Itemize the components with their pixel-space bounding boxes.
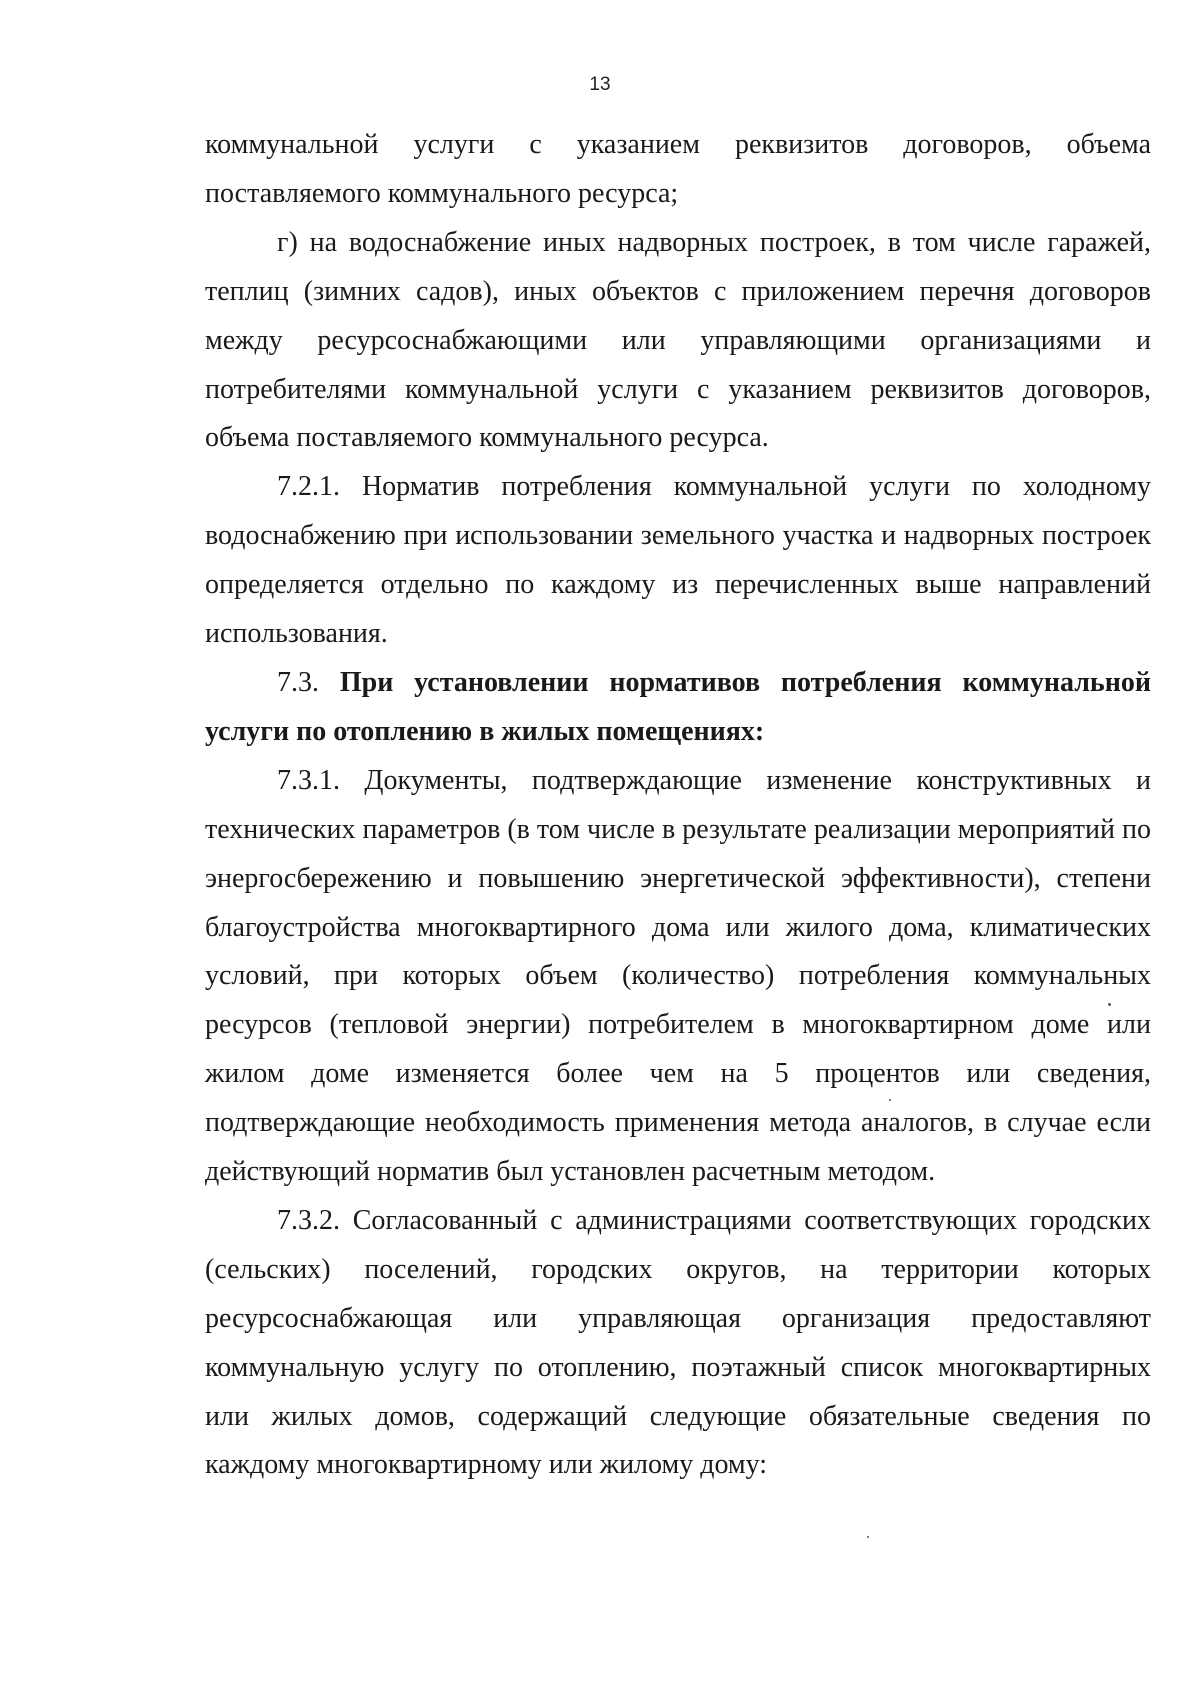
paragraph-continuation: коммунальной услуги с указанием реквизитов договоров, объема поставляемого коммунального ресурса; — [205, 129, 1151, 209]
paragraph-item-g: г) на водоснабжение иных надворных построек, в том числе гаражей, теплиц (зимних садов), иных объектов с приложением перечня договоров между ресурсоснабжающими или управляющими организациями и потребителями коммунальной услуги с указанием реквизитов договоров, объема поставляемого коммунального ресурса. — [205, 226, 1151, 454]
paragraph-7-2-1: 7.2.1. Норматив потребления коммунальной услуги по холодному водоснабжению при использовании земельного участка и надворных построек определяется отдельно по каждому из перечисленных выше направлений использования. — [205, 471, 1151, 650]
scan-speck — [889, 1099, 891, 1101]
page-number: 13 — [589, 74, 611, 95]
section-number: 7.3. — [277, 666, 319, 698]
paragraph-7-3-2: 7.3.2. Согласованный с администрациями соответствующих городских (сельских) поселений, городских округов, на территории которых ресурсоснабжающая или управляющая организация предоставляют коммунальную услугу по отоплению, поэтажный список многоквартирных или жилых домов, содержащий следующие обязательные сведения по каждому многоквартирному или жилому дому: — [205, 1204, 1151, 1481]
paragraph-7-3-1: 7.3.1. Документы, подтверждающие изменение конструктивных и технических параметров (в том числе в результате реализации мероприятий по энергосбережению и повышению энергетической эффективности), степени благоустройства многоквартирного дома или жилого дома, климатических условий, при которых объем (количество) потребления коммунальных ресурсов (тепловой энергии) потребителем в многоквартирном доме или жилом доме изменяется более чем на 5 процентов или сведения, подтверждающие необходимость применения метода аналогов, в случае если действующий норматив был установлен расчетным методом. — [205, 764, 1151, 1188]
section-title: При установлении нормативов потребления коммунальной услуги по отоплению в жилых помещениях: — [205, 666, 1152, 747]
scan-speck — [1108, 1003, 1111, 1006]
document-body — [205, 121, 1151, 1490]
paragraph-7-3-heading — [205, 659, 1151, 757]
scan-speck — [867, 1536, 869, 1538]
